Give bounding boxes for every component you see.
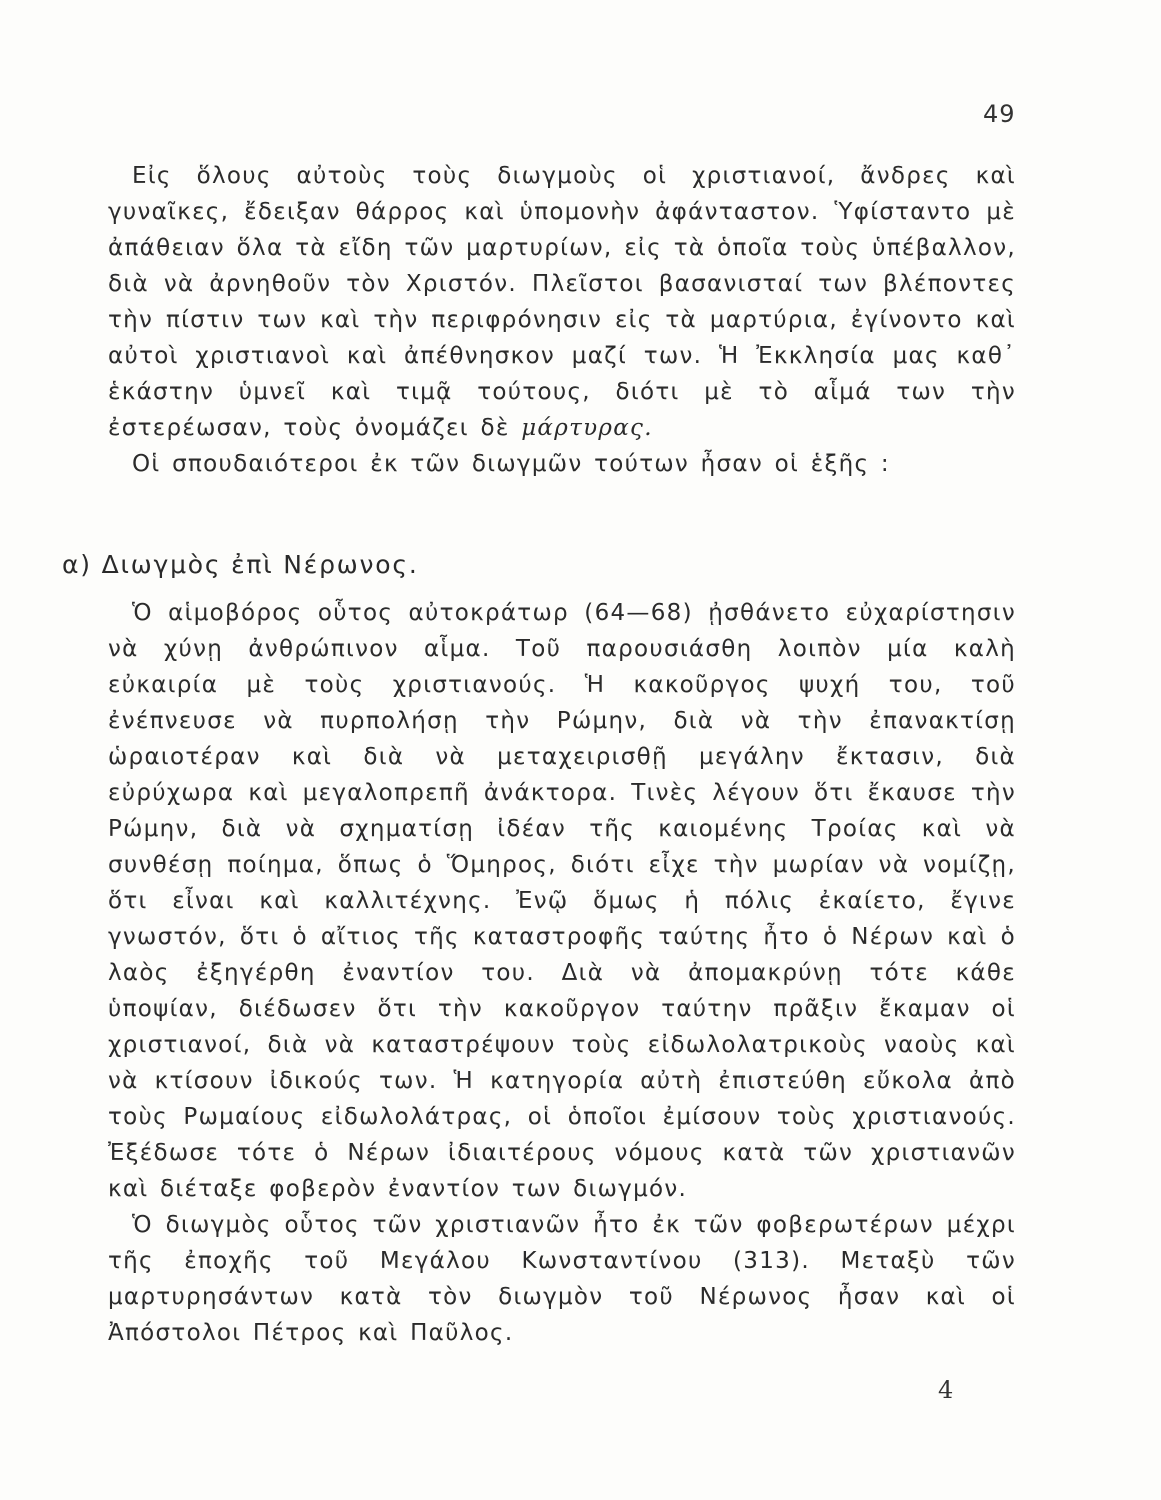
section-paragraph-1: Ὁ αἱμοβόρος οὗτος αὐτοκράτωρ (64—68) ᾐσθάνετο εὐχαρίστησιν νὰ χύνῃ ἀνθρώπινον αἷμα. Τοῦ παρουσιάσθη λοιπὸν μία καλὴ εὐκαιρία μὲ τοὺς χριστιανούς. Ἡ κακοῦργος ψυχή του, τοῦ ἐνέπνευσε νὰ πυρπολήσῃ τὴν Ρώμην, διὰ νὰ τὴν ἐπανακτίσῃ ὡραιοτέραν καὶ διὰ νὰ μεταχειρισθῇ μεγάλην ἔκτασιν, διὰ εὐρύχωρα καὶ μεγαλοπρεπῆ ἀνάκτορα. Τινὲς λέγουν ὅτι ἔκαυσε τὴν Ρώμην, διὰ νὰ σχηματίσῃ ἰδέαν τῆς καιομένης Τροίας καὶ νὰ συνθέσῃ ποίημα, ὅπως ὁ Ὅμηρος, διότι εἶχε τὴν μωρίαν νὰ νομίζῃ, ὅτι εἶναι καὶ καλλιτέχνης. Ἐνῷ ὅμως ἡ πόλις ἐκαίετο, ἔγινε γνωστόν, ὅτι ὁ αἴτιος τῆς καταστροφῆς ταύτης ἦτο ὁ Νέρων καὶ ὁ λαὸς ἐξηγέρθη ἐναντίον του. Διὰ νὰ ἀπομακρύνῃ τότε κάθε ὑποψίαν, διέδωσεν ὅτι τὴν κακοῦργον ταύτην πρᾶξιν ἔκαμαν οἱ χριστιανοί, διὰ νὰ καταστρέψουν τοὺς εἰδωλολατρικοὺς ναοὺς καὶ νὰ κτίσουν ἰδικούς των. Ἡ κατηγορία αὐτὴ ἐπιστεύθη εὔκολα ἀπὸ τοὺς Ρωμαίους εἰδωλολάτρας, οἱ ὁποῖοι ἐμίσουν τοὺς χριστιανούς. Ἐξέδωσε τότε ὁ Νέρων ἰδιαιτέρους νόμους κατὰ τῶν χριστιανῶν καὶ διέταξε φοβερὸν ἐναντίον των διωγμόν. [108,600,1016,1202]
page-number: 49 [983,100,1016,128]
intro-block [108,158,1016,482]
intro-paragraph-2: Οἱ σπουδαιότεροι ἐκ τῶν διωγμῶν τούτων ἦσαν οἱ ἑξῆς : [132,451,890,477]
intro-paragraph-1 [108,158,1016,446]
section-paragraph-2: Ὁ διωγμὸς οὗτος τῶν χριστιανῶν ἦτο ἐκ τῶν φοβερωτέρων μέχρι τῆς ἐποχῆς τοῦ Μεγάλου Κωνσταντίνου (313). Μεταξὺ τῶν μαρτυρησάντων κατὰ τὸν διωγμὸν τοῦ Νέρωνος ἦσαν καὶ οἱ Ἀπόστολοι Πέτρος καὶ Παῦλος. [108,1212,1016,1346]
intro-paragraph-1-text: Εἰς ὅλους αὐτοὺς τοὺς διωγμοὺς οἱ χριστιανοί, ἄνδρες καὶ γυναῖκες, ἔδειξαν θάρρος καὶ ὑπομονὴν ἀφάνταστον. Ὑφίσταντο μὲ ἀπάθειαν ὅλα τὰ εἴδη τῶν μαρτυρίων, εἰς τὰ ὁποῖα τοὺς ὑπέβαλλον, διὰ νὰ ἀρνηθοῦν τὸν Χριστόν. Πλεῖστοι βασανισταί των βλέποντες τὴν πίστιν των καὶ τὴν περιφρόνησιν εἰς τὰ μαρτύρια, ἐγίνοντο καὶ αὐτοὶ χριστιανοὶ καὶ ἀπέθνησκον μαζί των. Ἡ Ἐκκλησία μας καθ᾽ ἑκάστην ὑμνεῖ καὶ τιμᾷ τούτους, διότι μὲ τὸ αἷμά των τὴν ἐστερέωσαν, τοὺς ὀνομάζει δὲ [108,163,1016,441]
martyrs-emphasis: μάρτυρας. [521,415,653,441]
footer-signature-mark: 4 [938,1376,954,1404]
section-body [108,595,1016,1351]
section-heading: α) Διωγμὸς ἐπὶ Νέρωνος. [62,550,419,579]
